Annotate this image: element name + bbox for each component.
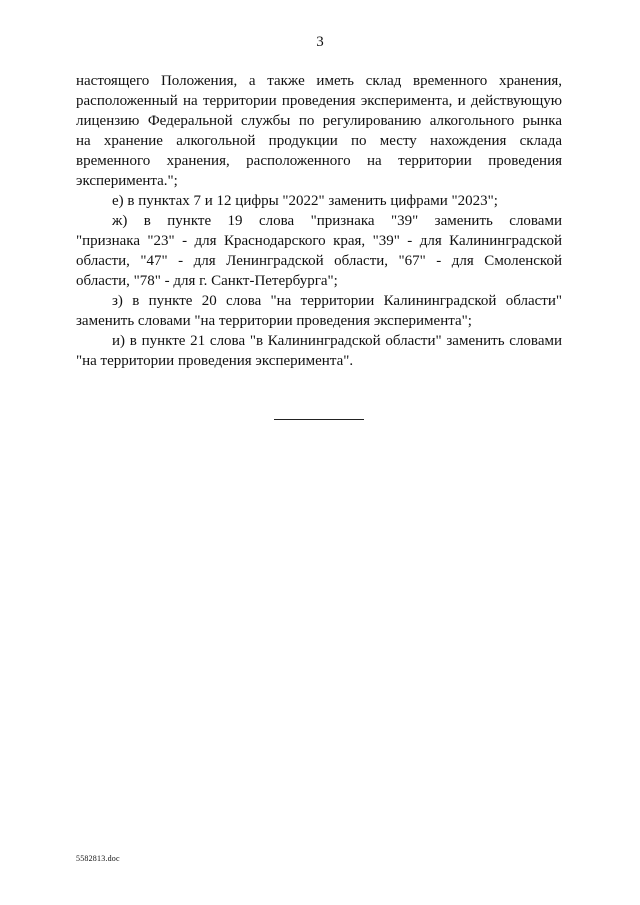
page-number: 3 — [316, 34, 324, 50]
file-name-footer: 5582813.doc — [76, 854, 120, 863]
text-line-2: расположенный на территории проведения эксперимента, и действующую — [76, 93, 562, 109]
document-body — [76, 71, 562, 371]
text-line-14: и) в пункте 21 слова "в Калининградской области" заменить словами — [112, 333, 562, 349]
text-line-9: "признака "23" - для Краснодарского края, "39" - для Калининградской — [76, 233, 562, 249]
text-line-6: эксперимента."; — [76, 173, 178, 189]
text-line-4: на хранение алкогольной продукции по месту нахождения склада — [76, 133, 562, 149]
text-line-12: з) в пункте 20 слова "на территории Калининградской области" — [112, 293, 562, 309]
text-line-5: временного хранения, расположенного на территории проведения — [76, 153, 562, 169]
text-line-11: области, "78" - для г. Санкт-Петербурга"; — [76, 273, 338, 289]
text-line-3: лицензию Федеральной службы по регулированию алкогольного рынка — [76, 113, 562, 129]
text-line-7: е) в пунктах 7 и 12 цифры "2022" заменить цифрами "2023"; — [112, 193, 498, 209]
text-line-10: области, "47" - для Ленинградской области, "67" - для Смоленской — [76, 253, 562, 269]
text-line-13: заменить словами "на территории проведения эксперимента"; — [76, 313, 472, 329]
text-line-15: "на территории проведения эксперимента". — [76, 353, 354, 369]
section-divider — [274, 419, 364, 420]
text-line-8: ж) в пункте 19 слова "признака "39" заменить словами — [112, 213, 562, 229]
text-line-1: настоящего Положения, а также иметь склад временного хранения, — [76, 73, 562, 89]
